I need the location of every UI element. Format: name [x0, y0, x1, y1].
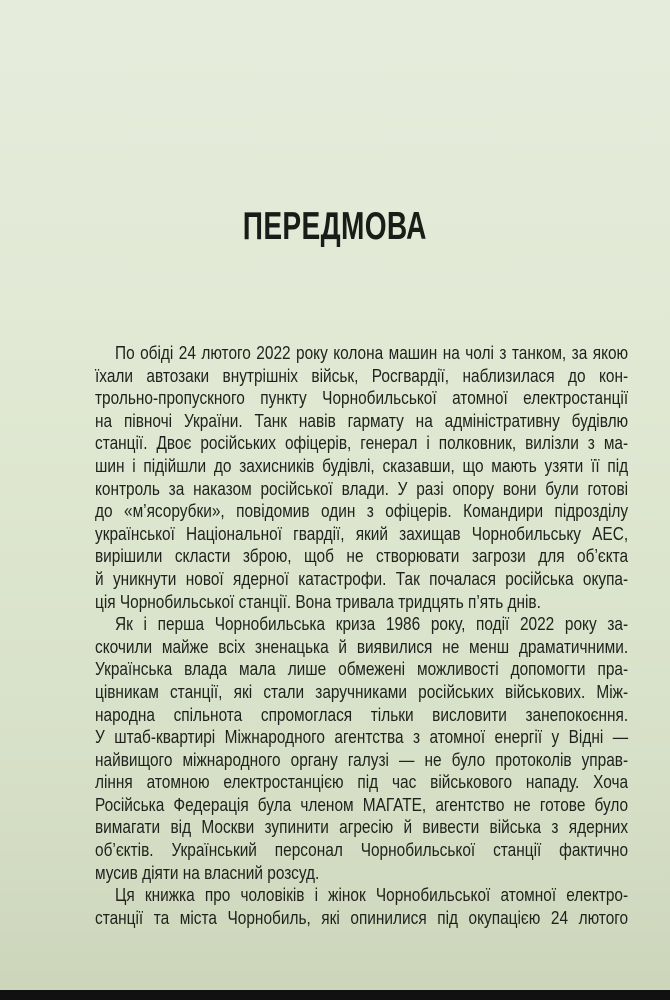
- chapter-title-block: [0, 207, 670, 247]
- text-line: трольно-пропускного пункту Чорнобильської атомної електростанції: [95, 387, 629, 409]
- text-line: об’єктів. Український персонал Чорнобильської станції фактично: [95, 839, 629, 861]
- text-line: й уникнути нової ядерної катастрофи. Так почалася російська окупа-: [95, 567, 629, 589]
- text-line: скочили майже всіх зненацька й виявилися не менш драматичними.: [95, 635, 629, 657]
- text-line: У штаб-квартирі Міжнародного агентства з атомної енергії у Відні —: [95, 726, 629, 748]
- text-line: мусив діяти на власний розсуд.: [95, 861, 320, 883]
- paragraph: [95, 884, 628, 929]
- text-line: найвищого міжнародного органу галузі — не було протоколів управ-: [95, 748, 629, 770]
- paragraph: [95, 613, 628, 884]
- chapter-title: ПЕРЕДМОВА: [242, 205, 428, 248]
- text-line: ція Чорнобильської станції. Вона тривала тридцять п’ять днів.: [95, 590, 541, 612]
- text-line: цівникам станції, які стали заручниками російських військових. Між-: [95, 680, 629, 702]
- body-text: [95, 342, 628, 929]
- text-line: вирішили скласти зброю, щоб не створювати загрози для об’єкта: [95, 545, 629, 567]
- text-line: Як і перша Чорнобильська криза 1986 року, події 2022 року за-: [114, 613, 629, 635]
- text-line: Російська Федерація була членом МАГАТЕ, агентство не готове було: [95, 793, 629, 815]
- text-line: їхали автозаки внутрішніх військ, Росгвардії, наблизилася до кон-: [95, 364, 629, 386]
- text-line: української Національної гвардії, який захищав Чорнобильську АЕС,: [95, 522, 629, 544]
- text-line: По обіді 24 лютого 2022 року колона машин на чолі з танком, за якою: [114, 342, 629, 363]
- text-line: Ця книжка про чоловіків і жінок Чорнобильської атомної електро-: [114, 884, 629, 906]
- text-line: ління атомною електростанцією під час військового нападу. Хоча: [95, 771, 629, 793]
- text-line: контроль за наказом російської влади. У разі опору вони були готові: [95, 477, 629, 499]
- text-line: народна спільнота спромоглася тільки висловити занепокоєння.: [95, 703, 629, 725]
- text-line: вимагати від Москви зупинити агресію й вивести війська з ядерних: [95, 816, 629, 838]
- scan-edge: [0, 990, 670, 1000]
- text-line: станції. Двоє російських офіцерів, генерал і полковник, вилізли з ма-: [95, 432, 629, 454]
- paragraph: [95, 342, 628, 613]
- text-line: шин і підійшли до захисників будівлі, сказавши, що мають узяти її під: [95, 454, 629, 476]
- text-line: станції та міста Чорнобиль, які опинилися під окупацією 24 лютого: [95, 906, 629, 928]
- text-line: до «м’ясорубки», повідомив один з офіцерів. Командири підрозділу: [95, 500, 629, 522]
- text-line: Українська влада мала лише обмежені можливості допомогти пра-: [95, 658, 629, 680]
- text-line: на півночі України. Танк навів гармату на адміністративну будівлю: [95, 409, 629, 431]
